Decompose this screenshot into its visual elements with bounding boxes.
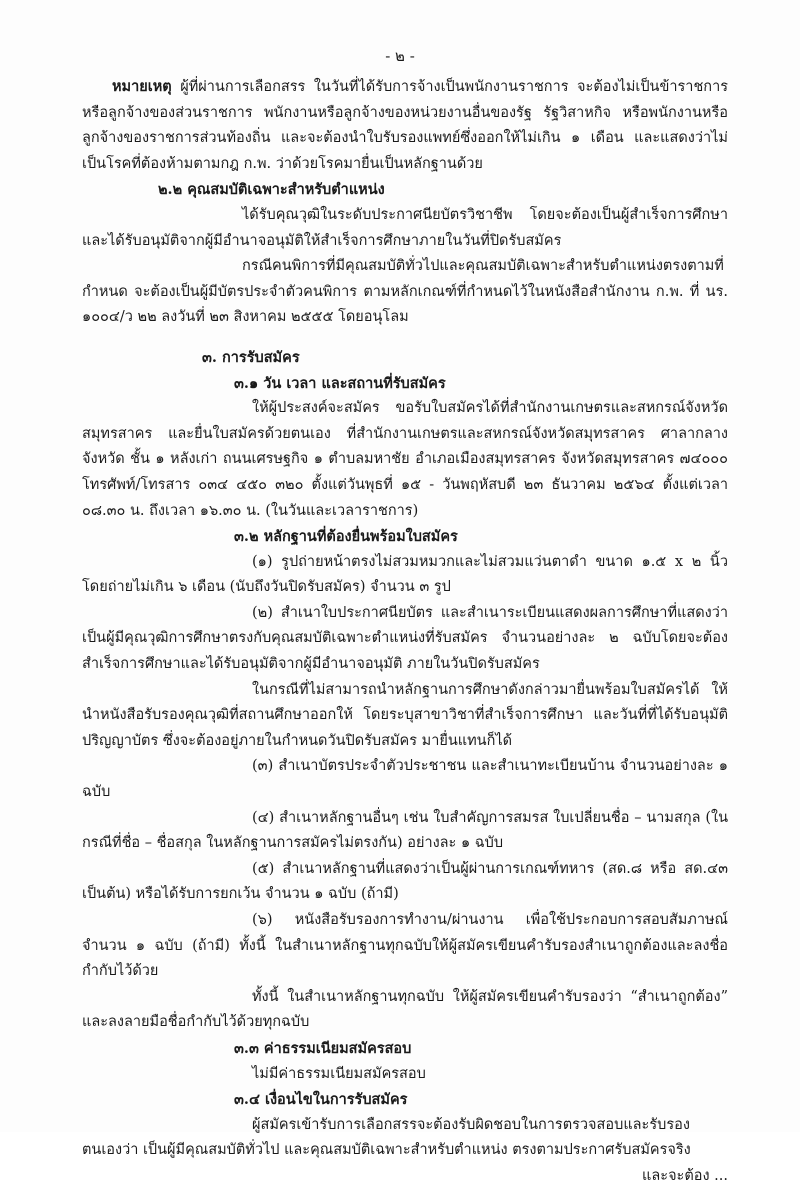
note-text: ผู้ที่ผ่านการเลือกสรร ในวันที่ได้รับการจ้างเป็นพนักงานราชการ จะต้องไม่เป็นข้าราชการหรือลูกจ้างของส่วนราชการ พนักงานหรือลูกจ้างของหน่วยงานอื่นของรัฐ รัฐวิสาหกิจ หรือพนักงานหรือลูกจ้างของราชการส่วนท้องถิ่น และจะต้องนำใบรับรองแพทย์ซึ่งออกให้ไม่เกิน ๑ เดือน และแสดงว่าไม่เป็นโรคที่ต้องห้ามตามกฎ ก.พ. ว่าด้วยโรคมายื่นเป็นหลักฐานด้วย (82, 79, 728, 172)
document-body (82, 74, 728, 1190)
evidence-item-6-note: ทั้งนี้ ในสำเนาหลักฐานทุกฉบับ ให้ผู้สมัครเขียนคำรับรองว่า “สำเนาถูกต้อง” และลงลายมือชื่อกำกับไว้ด้วยทุกฉบับ (82, 988, 728, 1031)
section-3-3-heading: ๓.๓ ค่าธรรมเนียมสมัครสอบ (234, 1039, 412, 1057)
continuation-text: และจะต้อง ... (642, 1167, 728, 1184)
section-2-2-heading: ๒.๒ คุณสมบัติเฉพาะสำหรับตำแหน่ง (158, 181, 385, 199)
evidence-item-2-note: ในกรณีที่ไม่สามารถนำหลักฐานการศึกษาดังกล่าวมายื่นพร้อมใบสมัครได้ ให้นำหนังสือรับรองคุณวุฒิที่สถานศึกษาออกให้ โดยระบุสาขาวิชาที่สำเร็จการศึกษา และวันที่ที่ได้รับอนุมัติปริญญาบัตร ซึ่งจะต้องอยู่ภายในกำหนดวันปิดรับสมัคร มายื่นแทนก็ได้ (82, 681, 728, 749)
section-3-4-paragraph: ผู้สมัครเข้ารับการเลือกสรรจะต้องรับผิดชอบในการตรวจสอบและรับรองตนเองว่า เป็นผู้มีคุณสมบัติทั่วไป และคุณสมบัติเฉพาะสำหรับตำแหน่ง ตรงตามประกาศรับสมัครจริง (82, 1116, 691, 1159)
evidence-item-6: (๖) หนังสือรับรองการทำงาน/ผ่านงาน เพื่อใช้ประกอบการสอบสัมภาษณ์ จำนวน ๑ ฉบับ (ถ้ามี) ทั้งนี้ ในสำเนาหลักฐานทุกฉบับให้ผู้สมัครเขียนคำรับรองสำเนาถูกต้องและลงชื่อกำกับไว้ด้วย (82, 912, 728, 980)
page-number: - ๒ - (385, 47, 415, 65)
section-2-2-paragraph-1: ได้รับคุณวุฒิในระดับประกาศนียบัตรวิชาชีพ โดยจะต้องเป็นผู้สำเร็จการศึกษาและได้รับอนุมัติจากผู้มีอำนาจอนุมัติให้สำเร็จการศึกษาภายในวันที่ปิดรับสมัคร (82, 206, 728, 249)
section-3-1-heading: ๓.๑ วัน เวลา และสถานที่รับสมัคร (234, 374, 446, 392)
section-3-heading: ๓. การรับสมัคร (202, 348, 300, 366)
note-label: หมายเหตุ (112, 78, 172, 95)
section-3-4-heading: ๓.๔ เงื่อนไขในการรับสมัคร (234, 1091, 408, 1109)
section-3-3-paragraph: ไม่มีค่าธรรมเนียมสมัครสอบ (252, 1065, 426, 1082)
note-paragraph (82, 74, 728, 177)
evidence-item-4: (๔) สำเนาหลักฐานอื่นๆ เช่น ใบสำคัญการสมรส ใบเปลี่ยนชื่อ – นามสกุล (ในกรณีที่ชื่อ – ชื่อสกุล ในหลักฐานการสมัครไม่ตรงกัน) อย่างละ ๑ ฉบับ (82, 809, 728, 852)
section-2-2-paragraph-2: กรณีคนพิการที่มีคุณสมบัติทั่วไปและคุณสมบัติเฉพาะสำหรับตำแหน่งตรงตามที่กำหนด จะต้องเป็นผู้มีบัตรประจำตัวคนพิการ ตามหลักเกณฑ์ที่กำหนดไว้ในหนังสือสำนักงาน ก.พ. ที่ นร. ๑๐๐๔/ว ๒๒ ลงวันที่ ๒๓ สิงหาคม ๒๕๕๕ โดยอนุโลม (82, 258, 728, 326)
section-3-1-paragraph: ให้ผู้ประสงค์จะสมัคร ขอรับใบสมัครได้ที่สำนักงานเกษตรและสหกรณ์จังหวัดสมุทรสาคร และยื่นใบสมัครด้วยตนเอง ที่สำนักงานเกษตรและสหกรณ์จังหวัดสมุทรสาคร ศาลากลางจังหวัด ชั้น ๑ หลังเก่า ถนนเศรษฐกิจ ๑ ตำบลมหาชัย อำเภอเมืองสมุทรสาคร จังหวัดสมุทรสาคร ๗๔๐๐๐ โทรศัพท์/โทรสาร ๐๓๔ ๔๕๐ ๓๒๐ ตั้งแต่วันพุธที่ ๑๕ - วันพฤหัสบดี ๒๓ ธันวาคม ๒๕๖๔ ตั้งแต่เวลา ๐๘.๓๐ น. ถึงเวลา ๑๖.๓๐ น. (ในวันและเวลาราชการ) (82, 400, 728, 519)
evidence-item-5: (๕) สำเนาหลักฐานที่แสดงว่าเป็นผู้ผ่านการเกณฑ์ทหาร (สด.๘ หรือ สด.๔๓ เป็นต้น) หรือได้รับการยกเว้น จำนวน ๑ ฉบับ (ถ้ามี) (82, 860, 728, 903)
section-3-2-heading: ๓.๒ หลักฐานที่ต้องยื่นพร้อมใบสมัคร (234, 528, 458, 546)
evidence-item-1: (๑) รูปถ่ายหน้าตรงไม่สวมหมวกและไม่สวมแว่นตาดำ ขนาด ๑.๕ x ๒ นิ้ว โดยถ่ายไม่เกิน ๖ เดือน (นับถึงวันปิดรับสมัคร) จำนวน ๓ รูป (82, 553, 728, 596)
evidence-item-2: (๒) สำเนาใบประกาศนียบัตร และสำเนาระเบียนแสดงผลการศึกษาที่แสดงว่า เป็นผู้มีคุณวุฒิการศึกษาตรงกับคุณสมบัติเฉพาะตำแหน่งที่รับสมัคร จำนวนอย่างละ ๒ ฉบับโดยจะต้องสำเร็จการศึกษาและได้รับอนุมัติจากผู้มีอำนาจอนุมัติ ภายในวันปิดรับสมัคร (82, 604, 728, 673)
evidence-item-3: (๓) สำเนาบัตรประจำตัวประชาชน และสำเนาทะเบียนบ้าน จำนวนอย่างละ ๑ ฉบับ (82, 758, 728, 801)
